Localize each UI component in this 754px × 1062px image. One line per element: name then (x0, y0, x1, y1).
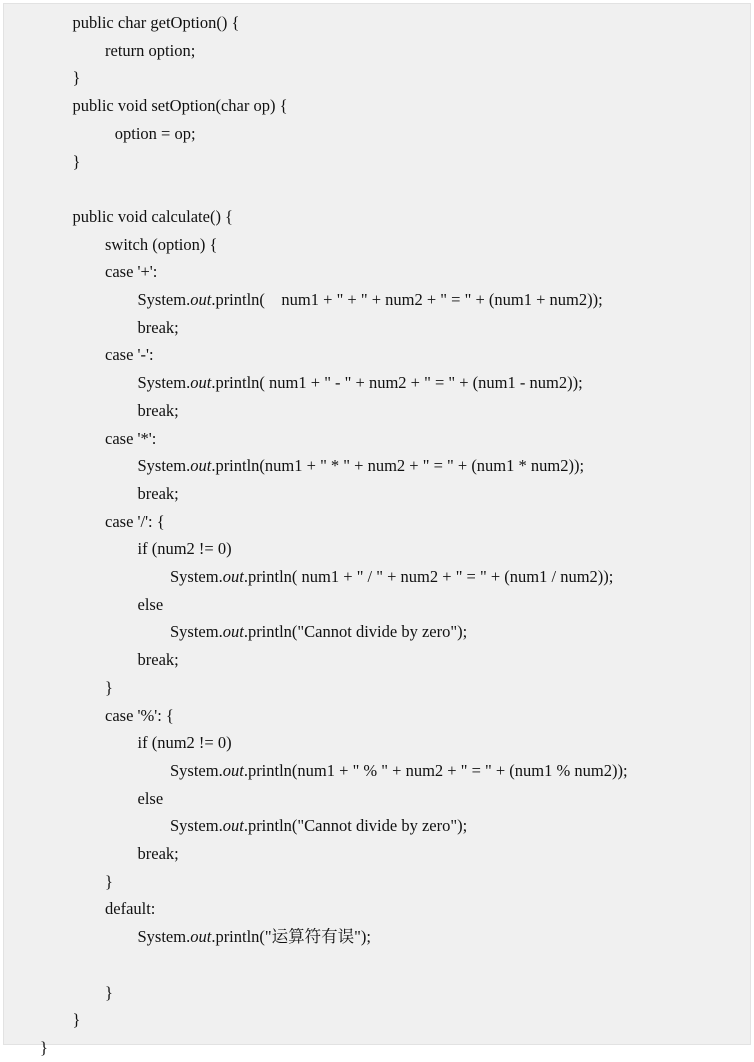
code-token: .println( num1 + " + " + num2 + " = " + (num1 + num2)); (211, 290, 603, 309)
code-token-italic: out (222, 622, 244, 642)
code-line (4, 508, 750, 536)
code-token: .println("运算符有误"); (211, 927, 371, 947)
code-token-italic: out (190, 456, 212, 476)
code-line (4, 425, 750, 453)
code-line (4, 231, 750, 259)
code-line (4, 646, 750, 674)
code-line (4, 37, 750, 65)
code-line (4, 563, 750, 591)
code-line (4, 923, 750, 951)
code-token-italic: out (222, 567, 244, 586)
code-text: break; (137, 317, 179, 337)
code-line (4, 618, 750, 646)
code-line (4, 64, 750, 92)
code-line (4, 452, 750, 480)
code-text: break; (137, 650, 179, 670)
code-line (4, 92, 750, 120)
code-token-italic: out (222, 816, 244, 836)
code-token: .println("Cannot divide by zero"); (243, 622, 468, 642)
code-text: else (137, 594, 164, 614)
code-text: case '-': (105, 345, 154, 365)
code-line (4, 951, 750, 979)
code-text: case '/': { (105, 511, 165, 531)
code-line (4, 591, 750, 619)
code-token-italic: out (190, 290, 212, 309)
code-text: if (num2 != 0) (137, 733, 232, 753)
code-line (4, 369, 750, 397)
code-text: if (num2 != 0) (137, 539, 232, 559)
code-text: } (105, 982, 113, 1002)
code-token: System. (137, 373, 191, 393)
code-text: switch (option) { (105, 234, 218, 254)
code-token: .println("Cannot divide by zero"); (243, 816, 468, 836)
code-listing (3, 3, 751, 1057)
code-text: } (72, 1010, 81, 1030)
code-line (4, 785, 750, 813)
code-text: break; (137, 400, 179, 420)
code-token: System. (170, 816, 223, 836)
code-line (4, 314, 750, 342)
code-line (4, 729, 750, 757)
code-line (4, 535, 750, 563)
code-line (4, 175, 750, 203)
code-token: .println( num1 + " - " + num2 + " = " + (num1 - num2)); (211, 373, 583, 393)
code-text: public void calculate() { (72, 206, 233, 226)
code-line (4, 341, 750, 369)
code-token: .println(num1 + " % " + num2 + " = " + (num1 % num2)); (243, 760, 628, 780)
code-token: System. (170, 622, 223, 642)
code-text: default: (105, 899, 156, 919)
code-line (4, 868, 750, 896)
code-text: break; (137, 844, 179, 863)
code-line (4, 286, 750, 314)
code-line (4, 1034, 750, 1062)
code-token: System. (137, 456, 191, 476)
code-text: } (72, 68, 81, 88)
code-line (4, 812, 750, 840)
code-token: System. (137, 927, 191, 947)
code-line (4, 148, 750, 176)
code-text: case '%': { (105, 705, 174, 725)
code-line (4, 397, 750, 425)
code-text: return option; (105, 40, 196, 60)
code-text: else (137, 788, 164, 808)
code-token: .println(num1 + " * " + num2 + " = " + (num1 * num2)); (211, 456, 585, 476)
code-text: } (40, 1037, 48, 1057)
code-line (4, 979, 750, 1007)
code-token: System. (170, 567, 223, 586)
code-line (4, 757, 750, 785)
code-line (4, 895, 750, 923)
code-token-italic: out (190, 927, 212, 947)
code-line (4, 840, 750, 868)
code-line (4, 120, 750, 148)
code-line (4, 1006, 750, 1034)
code-text: } (72, 151, 81, 171)
code-text: option = op; (114, 123, 196, 143)
code-line (4, 203, 750, 231)
code-line (4, 702, 750, 730)
code-token: .println( num1 + " / " + num2 + " = " + (num1 / num2)); (243, 567, 614, 586)
code-line (4, 258, 750, 286)
code-text: } (105, 677, 113, 697)
code-token: System. (137, 290, 191, 309)
code-text: } (105, 871, 113, 891)
code-text: break; (137, 483, 179, 503)
code-text: case '+': (105, 262, 158, 282)
code-text: public char getOption() { (72, 13, 240, 32)
code-token: System. (170, 760, 223, 780)
code-token-italic: out (190, 373, 212, 393)
code-token-italic: out (222, 760, 244, 780)
code-text: public void setOption(char op) { (72, 96, 288, 116)
code-line (4, 480, 750, 508)
code-text: case '*': (105, 428, 157, 448)
code-line (4, 674, 750, 702)
code-line (4, 9, 750, 37)
